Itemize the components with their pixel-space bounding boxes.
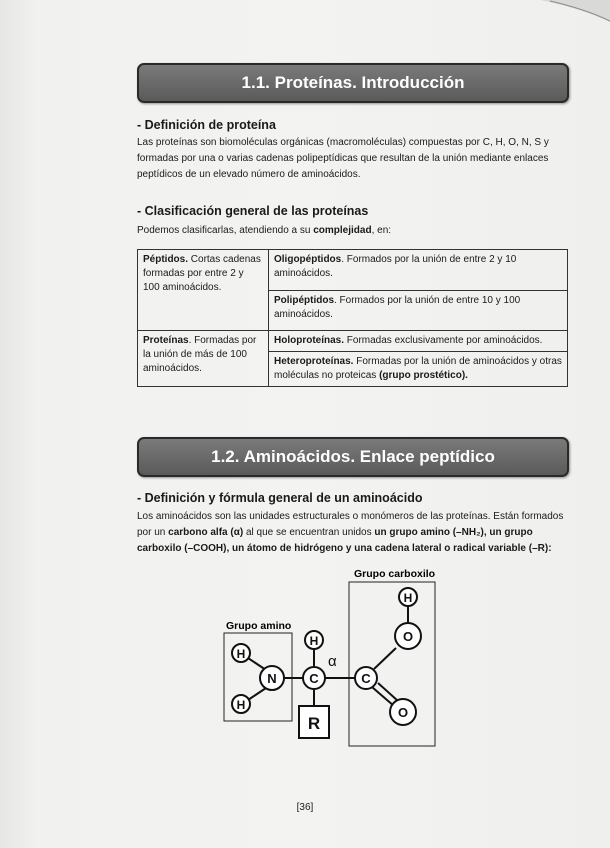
svg-text:O: O [402,629,414,644]
nitrogen-atom [260,666,284,690]
aminoacid-structure-diagram [200,566,450,766]
page-number: [36] [296,802,314,813]
svg-text:C: C [309,671,319,686]
aminoacid-definition-text: Los aminoácidos son las unidades estructurales o monómeros de las proteínas. Están formados por un carbono alfa (α) al que se encuentran unidos un grupo amino (–NH₂), un grupo carboxilo (–COOH), un átomo de hidrógeno y una cadena lateral o radical variable (–R): [137,511,564,554]
svg-text:R: R [307,714,321,733]
svg-text:H: H [236,698,246,712]
alpha-symbol: α [328,653,337,670]
hydrogen-atom-alpha [305,631,323,649]
svg-text:H: H [403,591,413,605]
aminoacid-definition-heading: - Definición y fórmula general de un aminoácido [137,491,423,505]
hydrogen-atom-carboxyl [399,588,417,606]
section-1-title-banner [137,63,569,103]
table-row [138,250,568,291]
carboxyl-carbon-atom [355,667,377,689]
cell-peptidos: Péptidos. Cortas cadenas formadas por entre 2 y 100 aminoácidos. [138,250,269,331]
svg-text:N: N [267,671,277,686]
definition-text: Las proteínas son biomoléculas orgánicas (macromoléculas) compuestas por C, H, O, N, S y formadas por una o varias cadenas polipeptídicas que resultan de la unión mediante enlaces peptídicos de un elevado número de aminoácidos. [137,137,549,180]
hydrogen-atom-amino-top [232,644,250,662]
radical-r-box [299,706,329,738]
definition-heading: - Definición de proteína [137,118,276,132]
classification-heading: - Clasificación general de las proteínas [137,204,369,218]
carboxyl-group-box [349,582,435,746]
svg-text:H: H [236,647,246,661]
svg-text:O: O [397,705,409,720]
alpha-carbon-atom [303,667,325,689]
svg-text:C: C [361,671,371,686]
oxygen-atom-hydroxyl [395,623,421,649]
table-row [138,331,568,352]
cell-proteinas: Proteínas. Formadas por la unión de más de 100 aminoácidos. [138,331,269,387]
hydrogen-atom-amino-bottom [232,695,250,713]
cell-oligopeptidos: Oligopéptidos. Formados por la unión de entre 2 y 10 aminoácidos. [269,250,568,291]
cell-polipeptidos: Polipéptidos. Formados por la unión de entre 10 y 100 aminoácidos. [269,290,568,331]
section-2-title: 1.2. Aminoácidos. Enlace peptídico [211,447,495,466]
cell-heteroproteinas: Heteroproteínas. Formadas por la unión de aminoácidos y otras moléculas no proteicas (grupo prostético). [269,352,568,387]
amino-group-label: Grupo amino [226,620,292,632]
svg-text:H: H [309,634,319,648]
section-2-title-banner [137,437,569,477]
oxygen-atom-carbonyl [390,699,416,725]
section-1-title: 1.1. Proteínas. Introducción [241,73,465,92]
classification-intro: Podemos clasificarlas, atendiendo a su complejidad, en: [137,225,392,236]
carboxyl-group-label: Grupo carboxilo [354,568,436,580]
cell-holoproteinas: Holoproteínas. Formadas exclusivamente por aminoácidos. [269,331,568,352]
protein-classification-table [137,249,568,387]
page-corner-curl [540,0,610,22]
